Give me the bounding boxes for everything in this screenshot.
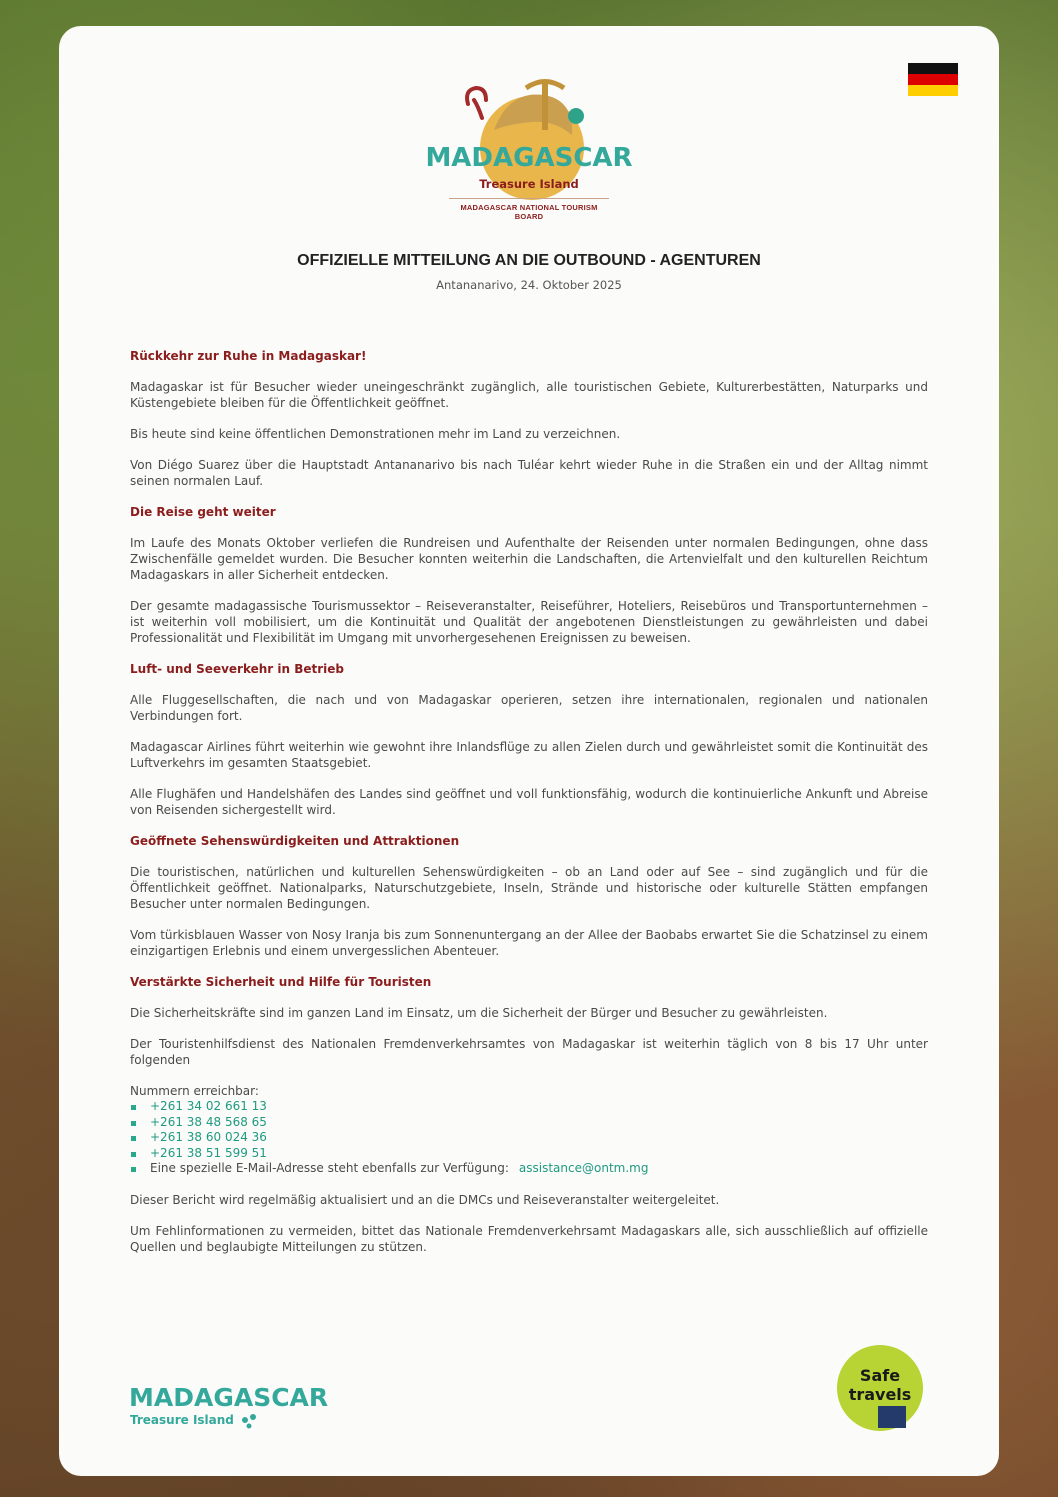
section-heading-travel: Die Reise geht weiter bbox=[130, 505, 276, 519]
paragraph: Die touristischen, natürlichen und kulturellen Sehenswürdigkeiten – ob an Land oder auf See – sind zugänglich und für die Öffentlichkeit geöffnet. Nationalparks, Naturschutzgebiete, Inseln, Strände und historische oder kulturelle Stätten empfangen Besucher unter normalen Bedingungen. bbox=[130, 865, 928, 911]
bullet-icon bbox=[131, 1105, 136, 1110]
list-item bbox=[130, 1161, 928, 1177]
section-heading-attractions: Geöffnete Sehenswürdigkeiten und Attraktionen bbox=[130, 834, 460, 848]
footer-madagascar-logo bbox=[127, 1374, 329, 1434]
bullet-icon bbox=[131, 1136, 136, 1141]
paragraph: Die Sicherheitskräfte sind im ganzen Land im Einsatz, um die Sicherheit der Bürger und Besucher zu gewährleisten. bbox=[130, 1006, 828, 1020]
paragraph: Von Diégo Suarez über die Hauptstadt Antananarivo bis nach Tuléar kehrt wieder Ruhe in die Straßen ein und der Alltag nimmt seinen normalen Lauf. bbox=[130, 458, 928, 488]
paragraph: Der gesamte madagassische Tourismussektor – Reiseveranstalter, Reiseführer, Hoteliers, Reisebüros und Transportunternehmen – ist weiterhin voll mobilisiert, um die Kontinuität und Qualität der angebotenen Dienstleistungen zu gewährleisten und dabei Professionalität und Flexibilität im Umgang mit unvorhergesehenen Ereignissen zu beweisen. bbox=[130, 599, 928, 645]
document-body bbox=[130, 348, 928, 1255]
section-heading-safety: Verstärkte Sicherheit und Hilfe für Touristen bbox=[130, 975, 432, 989]
contact-list bbox=[130, 1099, 928, 1177]
paragraph: Vom türkisblauen Wasser von Nosy Iranja bis zum Sonnenuntergang an der Allee der Baobabs erwartet Sie die Schatzinsel zu einem einzigartigen Erlebnis und einem unvergesslichen Abenteuer. bbox=[130, 928, 928, 958]
list-item bbox=[130, 1115, 928, 1131]
logo-brand-text: MADAGASCAR bbox=[425, 143, 633, 173]
safe-travels-badge bbox=[836, 1344, 924, 1432]
paragraph: Alle Fluggesellschaften, die nach und von Madagaskar operieren, setzen ihre internationalen, regionalen und nationalen Verbindungen fort. bbox=[130, 693, 928, 723]
email-intro: Eine spezielle E-Mail-Adresse steht ebenfalls zur Verfügung: bbox=[150, 1161, 509, 1175]
numbers-label: Nummern erreichbar: bbox=[130, 1084, 259, 1098]
paragraph: Madagascar Airlines führt weiterhin wie gewohnt ihre Inlandsflüge zu allen Zielen durch und gewährleistet somit die Kontinuität des Luftverkehrs im gesamten Staatsgebiet. bbox=[130, 740, 928, 770]
section-heading-transport: Luft- und Seeverkehr in Betrieb bbox=[130, 662, 345, 676]
phone-number[interactable]: +261 38 48 568 65 bbox=[150, 1114, 267, 1129]
paragraph: Dieser Bericht wird regelmäßig aktualisiert und an die DMCs und Reiseveranstalter weitergeleitet. bbox=[130, 1192, 720, 1207]
paragraph: Im Laufe des Monats Oktober verliefen die Rundreisen und Aufenthalte der Reisenden unter normalen Bedingungen, ohne dass Zwischenfälle gemeldet wurden. Die Besucher konnten weiterhin die Landschaften, die Artenvielfalt und den kulturellen Reichtum Madagaskars in aller Sicherheit entdecken. bbox=[130, 536, 928, 582]
list-item bbox=[130, 1130, 928, 1146]
paragraph: Madagaskar ist für Besucher wieder uneingeschränkt zugänglich, alle touristischen Gebiete, Kulturerbestätten, Naturparks und Küstengebiete bleiben für die Öffentlichkeit geöffnet. bbox=[130, 380, 928, 410]
footer-brand-text: MADAGASCAR bbox=[129, 1383, 329, 1412]
bullet-icon bbox=[131, 1152, 136, 1157]
paragraph: Der Touristenhilfsdienst des Nationalen Fremdenverkehrsamtes von Madagaskar ist weiterhin täglich von 8 bis 17 Uhr unter folgenden bbox=[130, 1037, 928, 1067]
phone-number[interactable]: +261 38 60 024 36 bbox=[150, 1130, 267, 1144]
bullet-icon bbox=[131, 1121, 136, 1126]
german-flag-icon bbox=[908, 63, 958, 96]
badge-line1: Safe bbox=[859, 1366, 901, 1385]
logo-tagline-text: Treasure Island bbox=[479, 177, 579, 191]
document-date: Antananarivo, 24. Oktober 2025 bbox=[436, 278, 622, 292]
paragraph: Um Fehlinformationen zu vermeiden, bittet das Nationale Fremdenverkehrsamt Madagaskars alle, sich ausschließlich auf offizielle Quellen und beglaubigte Mitteilungen zu stützen. bbox=[130, 1223, 928, 1254]
badge-line2: travels bbox=[848, 1385, 912, 1404]
tourism-board-name: MADAGASCAR NATIONAL TOURISM BOARD bbox=[449, 198, 609, 221]
phone-number[interactable]: +261 38 51 599 51 bbox=[150, 1145, 267, 1160]
section-heading-calm: Rückkehr zur Ruhe in Madagaskar! bbox=[130, 349, 367, 363]
paragraph: Bis heute sind keine öffentlichen Demonstrationen mehr im Land zu verzeichnen. bbox=[130, 427, 621, 441]
list-item bbox=[130, 1099, 928, 1115]
paragraph: Alle Flughäfen und Handelshäfen des Landes sind geöffnet und voll funktionsfähig, wodurch die kontinuierliche Ankunft und Abreise von Reisenden sichergestellt wird. bbox=[130, 787, 928, 817]
phone-number[interactable]: +261 34 02 661 13 bbox=[150, 1099, 267, 1113]
document-page bbox=[59, 26, 999, 1476]
list-item bbox=[130, 1146, 928, 1162]
page-title: OFFIZIELLE MITTEILUNG AN DIE OUTBOUND - AGENTUREN bbox=[297, 252, 761, 269]
bullet-icon bbox=[131, 1167, 136, 1172]
email-link[interactable]: assistance@ontm.mg bbox=[518, 1161, 649, 1175]
footer-tagline-text: Treasure Island bbox=[130, 1413, 234, 1427]
